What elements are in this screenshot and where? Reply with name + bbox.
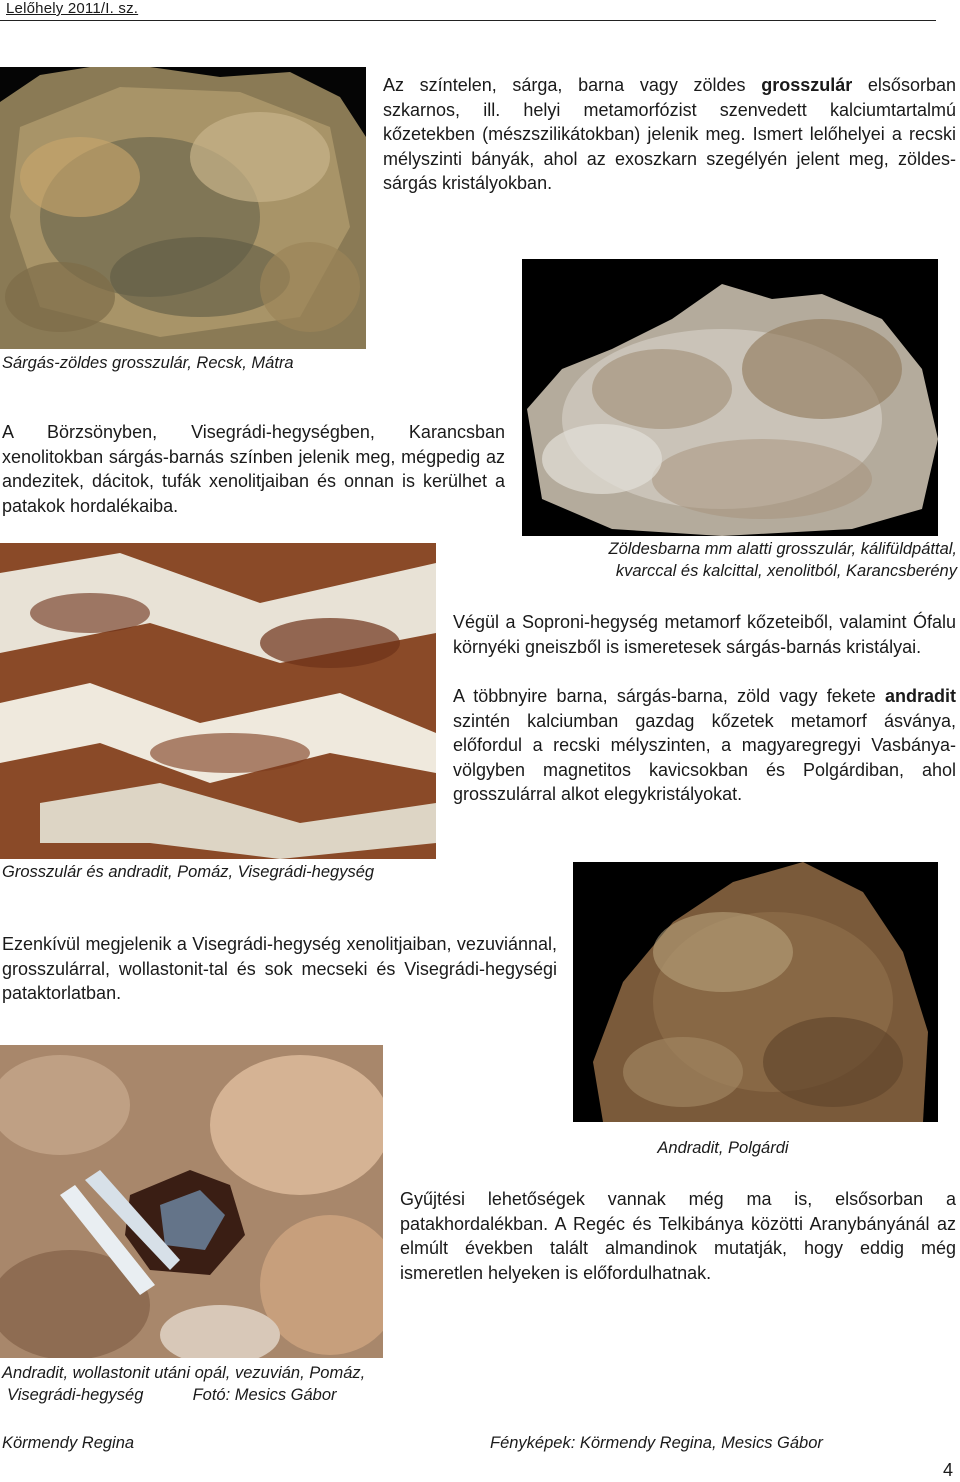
journal-title: Lelőhely 2011/I. sz. — [6, 0, 139, 17]
paragraph-borzsony: A Börzsönyben, Visegrádi-hegységben, Karancsban xenolitokban sárgás-barnás színben jelenik meg, mégpedig az andezitek, dácitok, tufák xenolitjaiban és onnan is kerülhet a patakok hordalékaiba. — [2, 422, 505, 516]
term-andradit: andradit — [884, 686, 956, 706]
photo-grossular-karancsbereny — [522, 259, 938, 536]
page-header — [0, 0, 936, 21]
photo-grossular-andradit-pomaz — [0, 543, 436, 859]
paragraph-soproni: Végül a Soproni-hegység metamorf kőzeteiből, valamint Ófalu környéki gneiszből is ismeretesek sárgás-barnás kristályai. — [453, 612, 956, 657]
term-grosszular: grosszulár — [761, 75, 853, 95]
caption-photo-1: Sárgás-zöldes grosszulár, Recsk, Mátra — [2, 354, 294, 372]
photo-andradit-polgardi — [573, 862, 938, 1122]
paragraph-andradit: A többnyire barna, sárgás-barna, zöld vagy fekete andradit szintén kalciumban gazdag kőzetek metamorf ásványa, előfordul a recski mélyszinten, a magyaregregyi Vasbánya-völgyben magnetitos kavicsokban és Polgárdiban, ahol grosszulárral alkot elegykristályokat. — [453, 686, 956, 804]
page-number: 4 — [943, 1460, 954, 1480]
photo-andradit-wollastonit-pomaz — [0, 1045, 383, 1358]
caption-photo-5: Andradit, wollastonit utáni opál, vezuvián, Pomáz, Visegrádi-hegység Fotó: Mesics Gábor — [2, 1364, 366, 1404]
caption-photo-2: Zöldesbarna mm alatti grosszulár, kálifüldpáttal, kvarccal és kalcittal, xenolitból, Karancsberény — [608, 540, 957, 580]
caption-photo-3: Grosszulár és andradit, Pomáz, Visegrádi-hegység — [2, 863, 375, 881]
caption-photo-4: Andradit, Polgárdi — [657, 1139, 789, 1157]
paragraph-grosszular-intro: Az színtelen, sárga, barna vagy zöldes grosszulár elsősorban szkarnos, ill. helyi metamorfózist szenvedett kalciumtartalmú kőzetekben (mészszilikátokban) jelenik meg. Ismert lelőhelyei a recski mélyszinti bányák, ahol az exoszkarn szegélyén jelent meg, zöldes-sárgás kristályokban. — [383, 75, 956, 193]
paragraph-ezenkivul: Ezenkívül megjelenik a Visegrádi-hegység xenolitjaiban, vezuviánnal, grosszulárral, wollastonit-tal és sok mecseki és Visegrádi-hegységi pataktorlatban. — [2, 934, 557, 1003]
photo-credit: Fotó: Mesics Gábor — [192, 1386, 337, 1404]
paragraph-gyujtesi: Gyűjtési lehetőségek vannak még ma is, elsősorban a patakhordalékban. A Regéc és Telkibánya közötti Aranybányánál az elmúlt években talált almandinok mutatják, hogy eddig még ismeretlen helyeken is előfordulhatnak. — [400, 1189, 956, 1283]
footer-photo-credits: Fényképek: Körmendy Regina, Mesics Gábor — [490, 1434, 823, 1452]
photo-grossular-recsk — [0, 67, 366, 349]
footer-author: Körmendy Regina — [2, 1434, 135, 1452]
